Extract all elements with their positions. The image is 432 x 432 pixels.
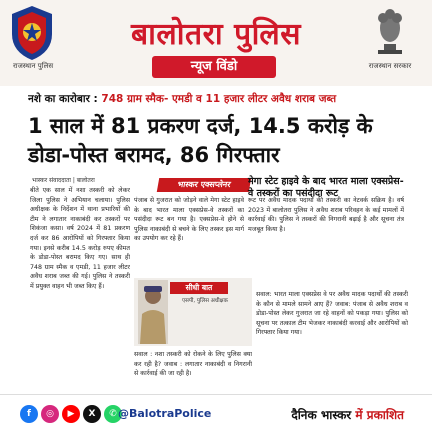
explainer-banner: भास्कर एक्सप्लेनर bbox=[157, 178, 251, 192]
left-logo-label: राजस्थान पुलिस bbox=[12, 62, 54, 70]
officer-photo bbox=[138, 280, 168, 344]
credit-paper: दैनिक भास्कर bbox=[291, 408, 352, 422]
facebook-icon[interactable]: f bbox=[20, 405, 38, 423]
interview-name: एसपी, पुलिस अधीक्षक bbox=[182, 298, 228, 304]
right-logo-label: राजस्थान सरकार bbox=[368, 62, 412, 70]
footer bbox=[0, 394, 432, 432]
interview-answer: सवाल: भारत माला एक्सप्रेस वे पर अवैध मादक पदार्थों की तस्करी के कौन से मामले सामने आए हैं? जवाब: पंजाब से अवैध शराब व डोडा-पोस्त लेकर गुजरात जा रहे वाहनों को पकड़ा गया। पुलिस को सूचना पर तत्काल टीम भेजकर नाकाबंदी करवाई और आरोपियों को गिरफ्तार किया गया। bbox=[256, 291, 408, 337]
interview-tag: सीधी बात bbox=[170, 282, 228, 294]
article-column-right: रूट पर अवैध मादक पदार्थों की तस्करी का नेटवर्क सक्रिय है। वर्ष 2023 में बालोतरा पुलिस ने अवैध शराब परिवहन के कई मामलों में कार्रवाई की। पुलिस ने तस्करों की निगरानी बढ़ाई है और सूचना तंत्र मजबूत किया है। bbox=[248, 197, 404, 233]
subtitle-badge: न्यूज विंडो bbox=[152, 56, 276, 78]
handle-text: BalotraPolice bbox=[129, 407, 212, 420]
whatsapp-icon[interactable]: ✆ bbox=[104, 405, 122, 423]
emblem-icon bbox=[370, 4, 410, 56]
publication-credit bbox=[291, 406, 404, 423]
social-icons bbox=[20, 403, 122, 425]
youtube-icon[interactable]: ▶ bbox=[62, 405, 80, 423]
byline: भास्कर संवाददाता | बालोतरा bbox=[32, 177, 95, 184]
instagram-icon[interactable]: ◎ bbox=[41, 405, 59, 423]
strap-label: नशे का कारोबार : bbox=[28, 93, 98, 105]
at-symbol: @ bbox=[118, 407, 129, 420]
x-icon[interactable]: X bbox=[83, 405, 101, 423]
page-title: बालोतरा पुलिस bbox=[130, 17, 302, 52]
strap-line bbox=[28, 92, 404, 110]
headline: 1 साल में 81 प्रकरण दर्ज, 14.5 करोड़ के डोडा-पोस्त बरामद, 86 गिरफ्तार bbox=[28, 114, 373, 167]
credit-suffix: में प्रकाशित bbox=[351, 408, 404, 422]
article-column-left: बीते एक साल में नशा तस्करी को लेकर जिला पुलिस ने अभियान चलाया। पुलिस अधीक्षक के निर्देशन में थाना प्रभारियों की टीम ने लगातार नाकाबंदी कर तस्करों पर शिकंजा कसा। वर्ष 2024 में 81 प्रकरण दर्ज कर 86 आरोपियों को गिरफ्तार किया गया। इनसे करीब 14.5 करोड़ रुपए कीमत के डोडा-पोस्त बरामद किए गए। साथ ही 748 ग्राम स्मैक व एमडी, 11 हजार लीटर अवैध शराब जब्त की गई। पुलिस ने तस्करी में प्रयुक्त वाहन भी जब्त किए हैं। bbox=[30, 187, 130, 290]
strap-text: 748 ग्राम स्मैक- एमडी व 11 हजार लीटर अवैध शराब जब्त bbox=[97, 93, 337, 105]
rajasthan-police-logo-icon bbox=[8, 4, 56, 62]
sub-headline: मेगा स्टेट हाइवे के बाद भारत माला एक्सप्रेस-वे तस्करों का पसंदीदा रूट bbox=[248, 176, 404, 199]
article-column-mid: पंजाब से गुजरात को जोड़ने वाले मेगा स्टेट हाइवे के बाद भारत माला एक्सप्रेस-वे तस्करों का पसंदीदा रूट बन गया है। एक्सप्रेस-वे होने से पुलिस नाकाबंदी से बचने के लिए तस्कर इस मार्ग का उपयोग कर रहे हैं। bbox=[134, 197, 244, 243]
interview-question: सवाल : नशा तस्करी को रोकने के लिए पुलिस क्या कर रही है? जवाब : लगातार नाकाबंदी व निगरानी से कार्रवाई की जा रही है। bbox=[134, 351, 252, 378]
social-handle[interactable] bbox=[118, 407, 211, 420]
header bbox=[0, 0, 432, 86]
